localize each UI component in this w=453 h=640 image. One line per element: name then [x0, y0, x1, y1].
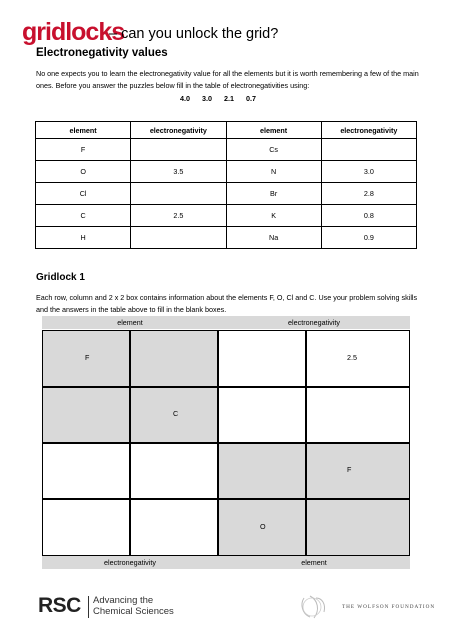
gridlock-grid [42, 330, 410, 556]
element-cell: Br [226, 183, 321, 205]
element-cell: Cl [36, 183, 131, 205]
cell-value: F [347, 465, 352, 474]
grid-cell-r2c3[interactable] [218, 387, 306, 443]
table-row [36, 161, 417, 183]
cell-value: O [260, 522, 266, 531]
grid-cell-r4c2[interactable] [130, 499, 218, 556]
wolfson-wordmark: THE WOLFSON FOUNDATION [342, 604, 436, 610]
section-title-gridlock: Gridlock 1 [36, 272, 85, 283]
element-cell: O [36, 161, 131, 183]
element-cell: C [36, 205, 131, 227]
rsc-mark: RSC [38, 594, 81, 617]
cell-value: 2.5 [347, 353, 357, 362]
rsc-tagline [93, 595, 174, 617]
table-row [36, 205, 417, 227]
column-header: electronegativity [321, 122, 416, 139]
grid-cell-r4c3[interactable] [218, 499, 306, 556]
table-row [36, 183, 417, 205]
wolfson-logo [296, 592, 436, 622]
grid-cell-r2c4[interactable] [306, 387, 410, 443]
values-list: 4.0 3.0 2.1 0.7 [180, 94, 256, 103]
table-row [36, 139, 417, 161]
tagline: – can you unlock the grid? [109, 26, 279, 42]
value-cell: 2.5 [131, 205, 226, 227]
element-cell: H [36, 227, 131, 249]
grid-cell-r3c4[interactable] [306, 443, 410, 499]
column-header: element [36, 122, 131, 139]
grid-cell-r4c1[interactable] [42, 499, 130, 556]
top-label-element: element [42, 316, 218, 329]
grid-cell-r4c4[interactable] [306, 499, 410, 556]
grid-cell-r1c2[interactable] [130, 330, 218, 387]
electronegativity-table [35, 121, 417, 249]
rsc-tagline-line2: Chemical Sciences [93, 606, 174, 617]
rsc-divider [88, 596, 89, 618]
grid-cell-r1c4[interactable] [306, 330, 410, 387]
gridlocks-logo: gridlocks [22, 18, 125, 46]
grid-cell-r3c3[interactable] [218, 443, 306, 499]
value-input-cell[interactable] [321, 139, 416, 161]
grid-cell-r3c2[interactable] [130, 443, 218, 499]
gridlock-instructions: Each row, column and 2 x 2 box contains information about the elements F, O, Cl and C. Use your problem solving skills and the answers in the table above to fill in the blank boxes. [36, 293, 418, 314]
grid-cell-r1c3[interactable] [218, 330, 306, 387]
top-label-electronegativity: electronegativity [218, 316, 410, 329]
grid-cell-r2c1[interactable] [42, 387, 130, 443]
cell-value: F [85, 353, 90, 362]
value-cell: 0.8 [321, 205, 416, 227]
table-header-row [36, 122, 417, 139]
element-cell: N [226, 161, 321, 183]
table-row [36, 227, 417, 249]
wolfson-emblem-icon [296, 592, 336, 622]
element-cell: Na [226, 227, 321, 249]
intro-paragraph: No one expects you to learn the electronegativity value for all the elements but it is worth remembering a few of the main ones. Before you answer the puzzles below fill in the table of electronegativities using: [36, 69, 419, 90]
cell-value: C [173, 409, 179, 418]
section-title-electronegativity: Electronegativity values [36, 47, 168, 59]
value-cell: 0.9 [321, 227, 416, 249]
element-cell: F [36, 139, 131, 161]
value-cell: 2.8 [321, 183, 416, 205]
grid-cell-r2c2[interactable] [130, 387, 218, 443]
grid-cell-r1c1[interactable] [42, 330, 130, 387]
value-input-cell[interactable] [131, 183, 226, 205]
bottom-label-element: element [218, 556, 410, 569]
value-input-cell[interactable] [131, 139, 226, 161]
bottom-label-electronegativity: electronegativity [42, 556, 218, 569]
grid-cell-r3c1[interactable] [42, 443, 130, 499]
column-header: electronegativity [131, 122, 226, 139]
rsc-tagline-line1: Advancing the [93, 595, 154, 606]
value-input-cell[interactable] [131, 227, 226, 249]
value-cell: 3.5 [131, 161, 226, 183]
column-header: element [226, 122, 321, 139]
element-cell: K [226, 205, 321, 227]
element-cell: Cs [226, 139, 321, 161]
value-cell: 3.0 [321, 161, 416, 183]
